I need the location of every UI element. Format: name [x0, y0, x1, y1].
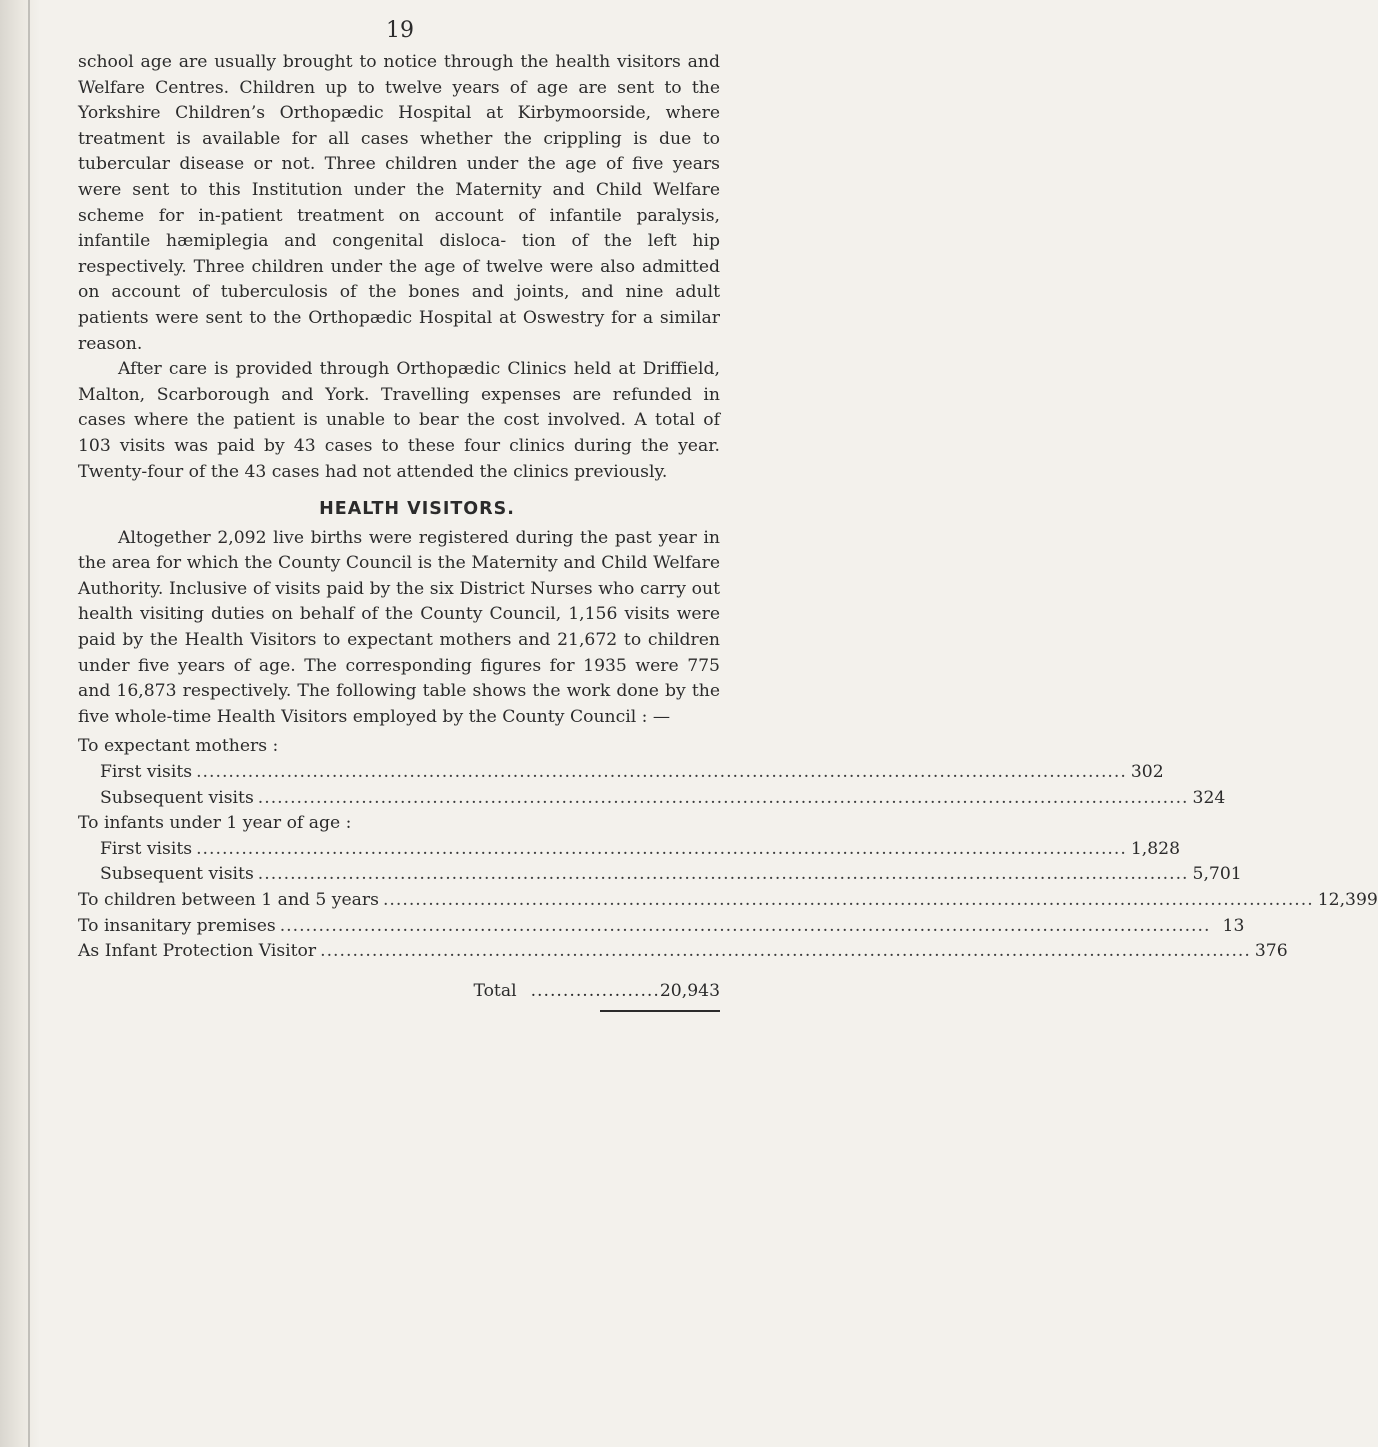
row-value: 302 — [1130, 762, 1164, 783]
leader-dots: ................................................................................................................................................ — [196, 838, 1127, 859]
table-row — [78, 760, 1164, 786]
leader-dots: ................................................................................................................................................ — [279, 915, 1211, 936]
page-number: 19 — [386, 18, 414, 43]
paragraph-after-care: After care is provided through Orthopædic Clinics held at Driffield, Malton, Scarborough and York. Travelling expenses are refunded in cases where the patient is unable to bear the cost involved. A total of 103 visits was paid by 43 cases to these four clinics during the year. Twenty-four of the 43 cases had not attended the clinics previously. — [78, 359, 720, 482]
row-label: Subsequent visits — [100, 864, 254, 885]
row-value: 324 — [1192, 787, 1226, 808]
page-binding-shadow — [0, 0, 40, 1447]
table-row — [78, 888, 1378, 914]
section-heading-health-visitors: HEALTH VISITORS. — [319, 499, 515, 520]
row-value: 13 — [1222, 915, 1245, 936]
table-row — [78, 786, 1226, 812]
paragraph-orthopaedic-hospital: school age are usually brought to notice through the health visitors and Welfare Centres. Children up to twelve years of age are sent to the Yorkshire Children’s Orthopædic Hospital at Kirbymoorside, where treatment is available for all cases whether the crippling is due to tubercular disease or not. Three children under the age of five years were sent to this Institution under the Maternity and Child Welfare scheme for in-patient treatment on account of infantile paralysis, infantile hæmiplegia and congenital disloca- tion of the left hip respectively. Three children under the age of twelve were also admitted on account of tuberculosis of the bones and joints, and nine adult patients were sent to the Orthopædic Hospital at Oswestry for a similar reason. — [78, 52, 720, 354]
group-expectant-mothers: To expectant mothers : — [78, 736, 279, 757]
row-label: As Infant Protection Visitor — [78, 941, 317, 962]
leader-dots: ................................................................................................................................................ — [382, 890, 1314, 910]
binding-edge — [28, 0, 30, 1447]
total-value: 20,943 — [659, 980, 720, 1001]
leader-dots: ................................................................................................................................................ — [257, 787, 1189, 808]
table-row — [78, 862, 1242, 888]
total-row — [78, 979, 720, 1005]
row-label: First visits — [100, 762, 193, 783]
row-value: 376 — [1254, 941, 1288, 962]
visits-table — [78, 734, 1378, 1012]
page-body — [78, 50, 1378, 1012]
table-row — [78, 837, 1181, 863]
total-underline — [600, 1010, 720, 1012]
total-leader-dots: .................... — [530, 980, 660, 1001]
table-row — [78, 914, 1245, 940]
total-label: Total — [473, 980, 517, 1001]
row-value: 1,828 — [1130, 838, 1181, 859]
row-label: To children between 1 and 5 years — [78, 890, 379, 910]
row-value: 5,701 — [1192, 864, 1242, 885]
paragraph-health-visitors: Altogether 2,092 live births were registered during the past year in the area for which the County Council is the Maternity and Child Welfare Authority. Inclusive of visits paid by the six District Nurses who carry out health visiting duties on behalf of the County Council, 1,156 visits were paid by the Health Visitors to expectant mothers and 21,672 to children under five years of age. The corresponding figures for 1935 were 775 and 16,873 respectively. The following table shows the work done by the five whole-time Health Visitors employed by the County Council : — — [78, 527, 720, 727]
row-label: To insanitary premises — [78, 915, 276, 936]
leader-dots: ................................................................................................................................................ — [196, 762, 1127, 783]
row-label: Subsequent visits — [100, 787, 254, 808]
row-label: First visits — [100, 838, 193, 859]
leader-dots: ................................................................................................................................................ — [320, 941, 1251, 962]
leader-dots: ................................................................................................................................................ — [257, 864, 1189, 885]
row-value: 12,399 — [1317, 890, 1378, 910]
table-row — [78, 939, 1288, 965]
group-infants: To infants under 1 year of age : — [78, 813, 352, 834]
